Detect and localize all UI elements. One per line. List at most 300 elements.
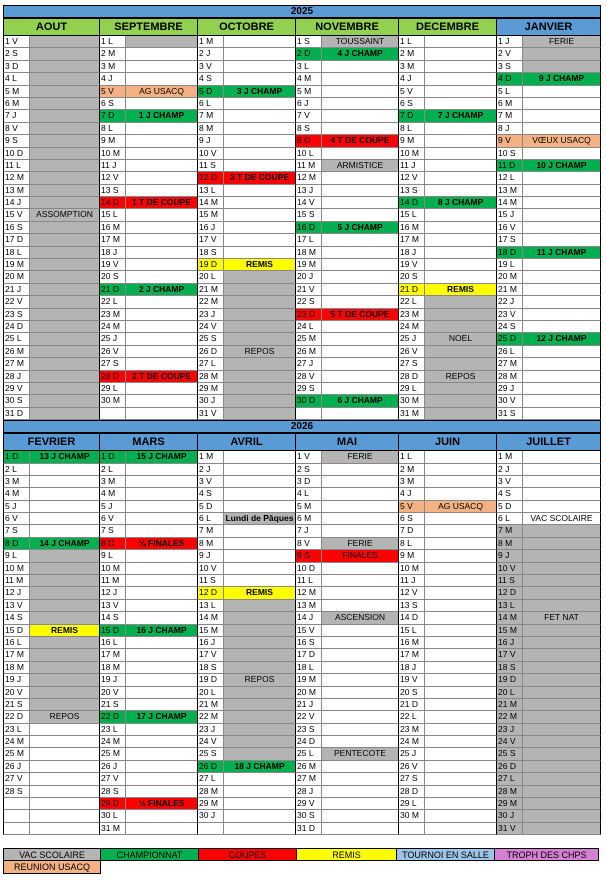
day-event: 18 J CHAMP xyxy=(224,761,295,772)
day-row xyxy=(3,674,100,686)
day-event xyxy=(322,123,398,134)
day-event xyxy=(30,600,99,611)
day-label: 27 J xyxy=(296,358,322,369)
day-row xyxy=(3,185,100,197)
day-row xyxy=(100,637,198,649)
day-label: 6 S xyxy=(100,98,126,109)
month-column xyxy=(100,451,198,835)
day-row xyxy=(497,563,601,575)
day-label: 25 L xyxy=(4,333,30,344)
day-label: 2 V xyxy=(497,48,523,59)
day-row xyxy=(296,513,399,525)
day-row xyxy=(497,160,601,172)
day-label: 17 V xyxy=(497,649,523,660)
day-row xyxy=(296,687,399,699)
day-row xyxy=(399,625,497,637)
day-event: AG USACQ xyxy=(126,86,197,97)
day-label: 5 V xyxy=(399,86,425,97)
day-label: 19 M xyxy=(296,674,322,685)
day-label xyxy=(4,798,30,809)
day-label: 5 L xyxy=(497,86,523,97)
day-row xyxy=(399,271,497,283)
day-event xyxy=(30,674,99,685)
day-event xyxy=(523,185,600,196)
day-event xyxy=(224,123,295,134)
day-event xyxy=(322,185,398,196)
day-event xyxy=(30,160,99,171)
day-label: 1 D xyxy=(100,451,126,462)
day-label: 7 M xyxy=(198,525,224,536)
day-label: 23 M xyxy=(100,309,126,320)
day-label: 17 L xyxy=(296,234,322,245)
day-event xyxy=(523,61,600,72)
day-event xyxy=(322,724,398,735)
day-row xyxy=(399,798,497,810)
day-label: 23 D xyxy=(296,309,322,320)
day-row xyxy=(198,86,296,98)
day-row xyxy=(399,371,497,383)
day-label: 30 L xyxy=(100,810,126,821)
day-row xyxy=(497,358,601,370)
day-event xyxy=(322,711,398,722)
day-row xyxy=(296,823,399,835)
day-label: 19 J xyxy=(4,674,30,685)
day-label: 2 M xyxy=(399,48,425,59)
day-row xyxy=(296,185,399,197)
day-event xyxy=(523,451,600,462)
day-row xyxy=(296,148,399,160)
day-label: 15 J xyxy=(497,209,523,220)
day-label: 28 M xyxy=(198,786,224,797)
day-label: 6 M xyxy=(296,513,322,524)
day-event xyxy=(224,48,295,59)
day-row xyxy=(497,259,601,271)
day-label: 23 J xyxy=(198,724,224,735)
day-row xyxy=(296,296,399,308)
day-row xyxy=(100,333,198,345)
day-row xyxy=(100,662,198,674)
day-row xyxy=(100,110,198,122)
day-label: 15 M xyxy=(198,625,224,636)
day-row xyxy=(399,773,497,785)
day-event xyxy=(224,395,295,406)
day-label: 17 V xyxy=(198,649,224,660)
day-row xyxy=(3,525,100,537)
day-event xyxy=(425,271,496,282)
day-row xyxy=(296,575,399,587)
day-row xyxy=(296,284,399,296)
day-label: 27 M xyxy=(296,773,322,784)
day-row xyxy=(100,513,198,525)
day-row xyxy=(296,123,399,135)
day-row xyxy=(3,371,100,383)
day-event xyxy=(30,110,99,121)
day-event xyxy=(322,786,398,797)
day-row xyxy=(497,513,601,525)
day-row xyxy=(100,563,198,575)
day-label: 19 J xyxy=(100,674,126,685)
day-row xyxy=(198,284,296,296)
day-row xyxy=(497,786,601,798)
day-label: 29 V xyxy=(4,383,30,394)
day-label: 12 V xyxy=(100,172,126,183)
day-event xyxy=(224,563,295,574)
day-row xyxy=(198,61,296,73)
day-label: 3 D xyxy=(296,476,322,487)
day-row xyxy=(497,346,601,358)
day-row xyxy=(497,476,601,488)
day-row xyxy=(497,761,601,773)
day-row xyxy=(3,135,100,147)
day-event xyxy=(425,761,496,772)
day-label: 27 L xyxy=(198,358,224,369)
day-event xyxy=(30,197,99,208)
day-row xyxy=(399,222,497,234)
day-row xyxy=(100,73,198,85)
month-column xyxy=(3,451,100,835)
day-event xyxy=(126,48,197,59)
day-label: 20 L xyxy=(497,687,523,698)
day-event: 10 J CHAMP xyxy=(523,160,600,171)
day-label: 11 L xyxy=(296,575,322,586)
month-column xyxy=(497,451,601,835)
day-label: 13 M xyxy=(296,600,322,611)
day-event xyxy=(322,674,398,685)
day-row xyxy=(399,98,497,110)
day-row xyxy=(497,798,601,810)
day-label: 12 M xyxy=(296,172,322,183)
day-event xyxy=(322,271,398,282)
day-label: 16 M xyxy=(399,222,425,233)
day-row xyxy=(497,637,601,649)
day-event xyxy=(224,687,295,698)
day-label: 26 V xyxy=(100,346,126,357)
day-label: 13 S xyxy=(399,185,425,196)
day-row xyxy=(3,761,100,773)
day-label: 11 S xyxy=(198,160,224,171)
day-row xyxy=(100,798,198,810)
day-event xyxy=(30,358,99,369)
day-event xyxy=(224,209,295,220)
day-row xyxy=(3,148,100,160)
day-row xyxy=(296,451,399,463)
day-event xyxy=(523,395,600,406)
day-row xyxy=(100,247,198,259)
day-event xyxy=(126,333,197,344)
day-event xyxy=(224,476,295,487)
day-label: 3 S xyxy=(497,61,523,72)
day-row xyxy=(497,333,601,345)
day-row xyxy=(198,172,296,184)
day-row xyxy=(100,736,198,748)
day-event xyxy=(30,73,99,84)
day-label: 15 L xyxy=(399,209,425,220)
day-row xyxy=(399,612,497,624)
day-event xyxy=(322,637,398,648)
day-label: 19 D xyxy=(198,259,224,270)
day-event xyxy=(523,773,600,784)
day-row xyxy=(497,98,601,110)
day-label: 11 S xyxy=(497,575,523,586)
day-event xyxy=(224,823,295,834)
day-event xyxy=(322,358,398,369)
day-row xyxy=(198,383,296,395)
day-row xyxy=(198,711,296,723)
day-event xyxy=(30,61,99,72)
day-label: 28 M xyxy=(497,371,523,382)
day-label: 8 V xyxy=(296,538,322,549)
day-row xyxy=(399,674,497,686)
day-row xyxy=(497,185,601,197)
day-event xyxy=(224,550,295,561)
day-event xyxy=(322,321,398,332)
day-row xyxy=(100,761,198,773)
day-event xyxy=(30,823,99,834)
day-row xyxy=(198,259,296,271)
day-row xyxy=(296,36,399,48)
day-label: 22 V xyxy=(4,296,30,307)
day-row xyxy=(296,525,399,537)
day-label: 25 J xyxy=(399,333,425,344)
day-row xyxy=(399,823,497,835)
day-row xyxy=(3,110,100,122)
day-row xyxy=(198,296,296,308)
day-row xyxy=(198,209,296,221)
day-label: 31 M xyxy=(399,408,425,419)
day-row xyxy=(296,501,399,513)
day-label: 10 V xyxy=(497,563,523,574)
day-label: 13 M xyxy=(497,185,523,196)
day-row xyxy=(497,736,601,748)
day-label: 16 M xyxy=(100,222,126,233)
day-label: 3 V xyxy=(198,476,224,487)
day-row xyxy=(100,699,198,711)
month-header: JANVIER xyxy=(497,18,601,36)
day-row xyxy=(399,724,497,736)
month-column xyxy=(399,451,497,835)
day-row xyxy=(3,501,100,513)
day-row xyxy=(296,711,399,723)
day-event: Lundi de Pâques xyxy=(225,513,294,524)
day-label: 7 S xyxy=(4,525,30,536)
day-row xyxy=(100,488,198,500)
day-row xyxy=(198,748,296,760)
day-label: 1 L xyxy=(100,36,126,47)
day-event xyxy=(523,699,600,710)
day-row xyxy=(399,110,497,122)
day-event xyxy=(523,563,600,574)
day-label: 30 D xyxy=(296,395,322,406)
day-event xyxy=(30,525,99,536)
day-label: 21 M xyxy=(497,284,523,295)
day-event xyxy=(30,395,99,406)
day-row xyxy=(198,309,296,321)
day-label: 5 M xyxy=(296,501,322,512)
day-row xyxy=(497,408,601,420)
day-row xyxy=(198,148,296,160)
day-event xyxy=(425,247,496,258)
day-event xyxy=(30,296,99,307)
day-event xyxy=(523,810,600,821)
day-row xyxy=(100,36,198,48)
day-label: 9 D xyxy=(296,135,322,146)
day-event xyxy=(322,98,398,109)
day-label: 6 L xyxy=(198,513,224,524)
day-event xyxy=(425,798,496,809)
day-label: 26 M xyxy=(296,346,322,357)
day-row xyxy=(399,309,497,321)
day-event xyxy=(322,259,398,270)
day-row xyxy=(100,61,198,73)
day-label: 3 M xyxy=(399,476,425,487)
day-event xyxy=(126,674,197,685)
day-event xyxy=(322,333,398,344)
day-row xyxy=(100,135,198,147)
day-label: 29 D xyxy=(100,798,126,809)
day-event xyxy=(224,185,295,196)
day-row xyxy=(198,135,296,147)
day-row xyxy=(100,185,198,197)
day-row xyxy=(100,408,198,420)
day-event xyxy=(523,600,600,611)
day-event: 5 J CHAMP xyxy=(322,222,398,233)
day-label: 5 D xyxy=(497,501,523,512)
day-event xyxy=(224,625,295,636)
day-row xyxy=(198,637,296,649)
day-row xyxy=(100,309,198,321)
day-row xyxy=(3,86,100,98)
day-row xyxy=(198,798,296,810)
day-event xyxy=(126,383,197,394)
day-event xyxy=(425,736,496,747)
day-label: 19 V xyxy=(399,674,425,685)
day-label: 10 M xyxy=(399,148,425,159)
day-label: 5 V xyxy=(399,501,425,512)
day-row xyxy=(497,612,601,624)
day-label: 15 L xyxy=(100,209,126,220)
day-row xyxy=(399,321,497,333)
day-event xyxy=(30,736,99,747)
day-row xyxy=(198,699,296,711)
day-row xyxy=(399,501,497,513)
day-label: 18 S xyxy=(198,662,224,673)
day-label: 22 L xyxy=(100,296,126,307)
day-label: 26 V xyxy=(399,346,425,357)
day-row xyxy=(198,36,296,48)
day-label: 9 S xyxy=(4,135,30,146)
day-event xyxy=(224,575,295,586)
day-label: 12 M xyxy=(296,587,322,598)
day-event xyxy=(425,724,496,735)
day-event xyxy=(30,383,99,394)
day-row xyxy=(198,321,296,333)
day-event xyxy=(322,197,398,208)
day-event xyxy=(425,464,496,475)
day-label xyxy=(296,408,322,419)
day-event: REPOS xyxy=(30,711,99,722)
day-label: 4 J xyxy=(399,488,425,499)
day-row xyxy=(497,247,601,259)
day-label: 27 S xyxy=(399,358,425,369)
day-label: 12 L xyxy=(497,172,523,183)
day-label: 4 M xyxy=(296,73,322,84)
day-row xyxy=(399,563,497,575)
day-row xyxy=(3,563,100,575)
day-label: 20 V xyxy=(4,687,30,698)
day-row xyxy=(100,222,198,234)
day-row xyxy=(3,600,100,612)
day-event xyxy=(126,501,197,512)
day-row xyxy=(296,371,399,383)
day-label: 8 V xyxy=(4,123,30,134)
day-label: 3 M xyxy=(100,61,126,72)
day-label: 8 M xyxy=(497,538,523,549)
day-label: 12 D xyxy=(198,172,224,183)
day-row xyxy=(296,488,399,500)
day-row xyxy=(3,358,100,370)
day-row xyxy=(198,600,296,612)
day-row xyxy=(497,550,601,562)
day-label: 18 L xyxy=(296,662,322,673)
day-row xyxy=(198,786,296,798)
day-event: REMIS xyxy=(425,284,496,295)
day-row xyxy=(198,160,296,172)
day-event xyxy=(425,383,496,394)
day-label: 14 V xyxy=(296,197,322,208)
day-event xyxy=(322,687,398,698)
day-event xyxy=(126,135,197,146)
day-event xyxy=(322,464,398,475)
day-label: 6 L xyxy=(198,98,224,109)
day-event xyxy=(224,160,295,171)
day-label: 19 M xyxy=(296,259,322,270)
day-event xyxy=(30,810,99,821)
day-event xyxy=(30,649,99,660)
day-event xyxy=(30,637,99,648)
day-label: 13 L xyxy=(198,185,224,196)
day-label: 4 S xyxy=(198,73,224,84)
day-row xyxy=(3,823,100,835)
day-event: 14 J CHAMP xyxy=(30,538,99,549)
day-row xyxy=(3,464,100,476)
day-row xyxy=(296,476,399,488)
day-event: REPOS xyxy=(224,674,295,685)
day-label: 15 V xyxy=(4,209,30,220)
day-row xyxy=(3,513,100,525)
day-event xyxy=(523,271,600,282)
day-row xyxy=(3,662,100,674)
day-event xyxy=(224,333,295,344)
day-row xyxy=(3,48,100,60)
day-row xyxy=(296,408,399,420)
day-row xyxy=(100,371,198,383)
day-label: 8 D xyxy=(100,538,126,549)
day-event xyxy=(523,649,600,660)
day-label: 13 S xyxy=(399,600,425,611)
day-label: 15 V xyxy=(296,625,322,636)
day-row xyxy=(497,48,601,60)
day-event xyxy=(30,550,99,561)
day-event xyxy=(425,408,496,419)
day-row xyxy=(296,761,399,773)
day-row xyxy=(198,476,296,488)
day-label: 2 J xyxy=(198,48,224,59)
day-event xyxy=(425,748,496,759)
day-label: 10 V xyxy=(198,148,224,159)
day-label: 2 L xyxy=(4,464,30,475)
day-event xyxy=(322,798,398,809)
day-row xyxy=(399,259,497,271)
